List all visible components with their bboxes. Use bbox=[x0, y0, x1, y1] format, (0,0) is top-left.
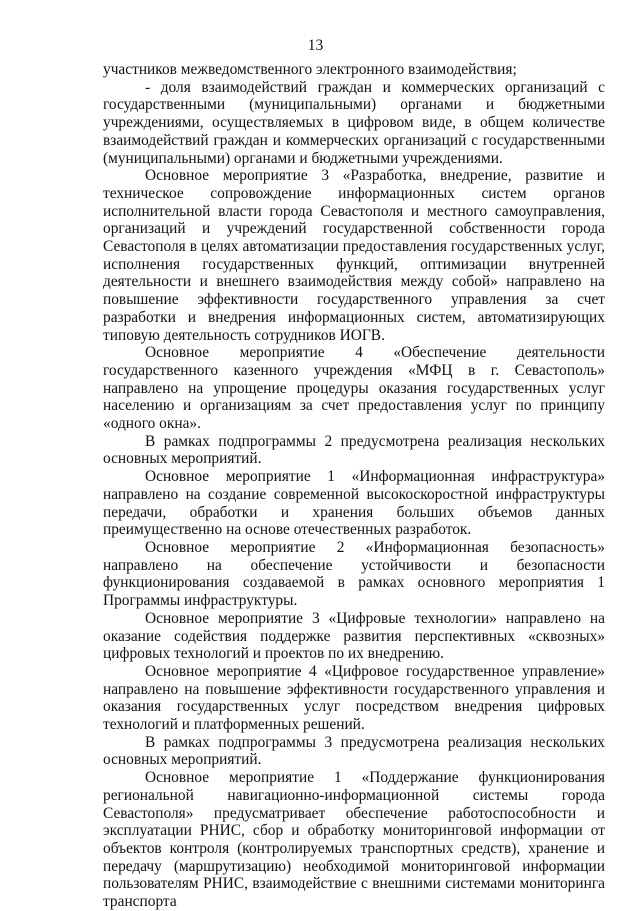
paragraph-subprogram-3-intro: В рамках подпрограммы 3 предусмотрена реализация нескольких основных мероприятий. bbox=[103, 733, 605, 769]
page-number: 13 bbox=[307, 37, 324, 54]
paragraph-activity-3-information-systems: Основное мероприятие 3 «Разработка, внедрение, развитие и техническое сопровождение информационных систем органов исполнительной власти города Севастополя и местного самоуправления, организаций и учреждений государственной собственности города Севастополя в целях автоматизации предоставления государственных услуг, исполнения государственных функций, оптимизации внутренней деятельности и внешнего взаимодействия между собой» направлено на повышение эффективности государственного управления за счет разработки и внедрения информационных систем, автоматизирующих типовую деятельность сотрудников ИОГВ. bbox=[103, 167, 605, 344]
paragraph-subprogram-2-activity-2: Основное мероприятие 2 «Информационная безопасность» направлено на обеспечение устойчивости и безопасности функционирования создаваемой в рамках основного мероприятия 1 Программы инфраструктуры. bbox=[103, 538, 605, 610]
paragraph-subprogram-2-activity-1: Основное мероприятие 1 «Информационная инфраструктура» направлено на создание современной высокоскоростной инфраструктуры передачи, обработки и хранения больших объемов данных преимущественно на основе отечественных разработок. bbox=[103, 468, 605, 539]
paragraph-subprogram-2-activity-3: Основное мероприятие 3 «Цифровые технологии» направлено на оказание содействия поддержке развития перспективных «сквозных» цифровых технологий и проектов по их внедрению. bbox=[103, 609, 605, 663]
document-body bbox=[103, 61, 605, 911]
paragraph-activity-4-mfc: Основное мероприятие 4 «Обеспечение деятельности государственного казенного учреждения «МФЦ в г. Севастополь» направлено на упрощение процедуры оказания государственных услуг населению и организациям за счет предоставления услуг по принципу «одного окна». bbox=[103, 344, 605, 433]
paragraph-subprogram-3-activity-1: Основное мероприятие 1 «Поддержание функционирования региональной навигационно-информационной системы города Севастополя» предусматривает обеспечение работоспособности и эксплуатации РНИС, сбор и обработку мониторинговой информации от объектов контроля (контролируемых транспортных средств), хранение и передачу (маршрутизацию) необходимой мониторинговой информации пользователям РНИС, взаимодействие с внешними системами мониторинга транспорта bbox=[103, 769, 605, 911]
paragraph-subprogram-2-activity-4: Основное мероприятие 4 «Цифровое государственное управление» направлено на повышение эффективности государственного управления и оказания государственных услуг посредством внедрения цифровых технологий и платформенных решений. bbox=[103, 662, 605, 734]
paragraph-subprogram-2-intro: В рамках подпрограммы 2 предусмотрена реализация нескольких основных мероприятий. bbox=[103, 432, 605, 468]
paragraph-continuation: участников межведомственного электронного взаимодействия; bbox=[103, 61, 517, 78]
paragraph-share-of-digital-interactions: - доля взаимодействий граждан и коммерческих организаций с государственными (муниципальными) органами и бюджетными учреждениями, осуществляемых в цифровом виде, в общем количестве взаимодействий граждан и коммерческих организаций с государственными (муниципальными) органами и бюджетными учреждениями. bbox=[103, 78, 605, 167]
